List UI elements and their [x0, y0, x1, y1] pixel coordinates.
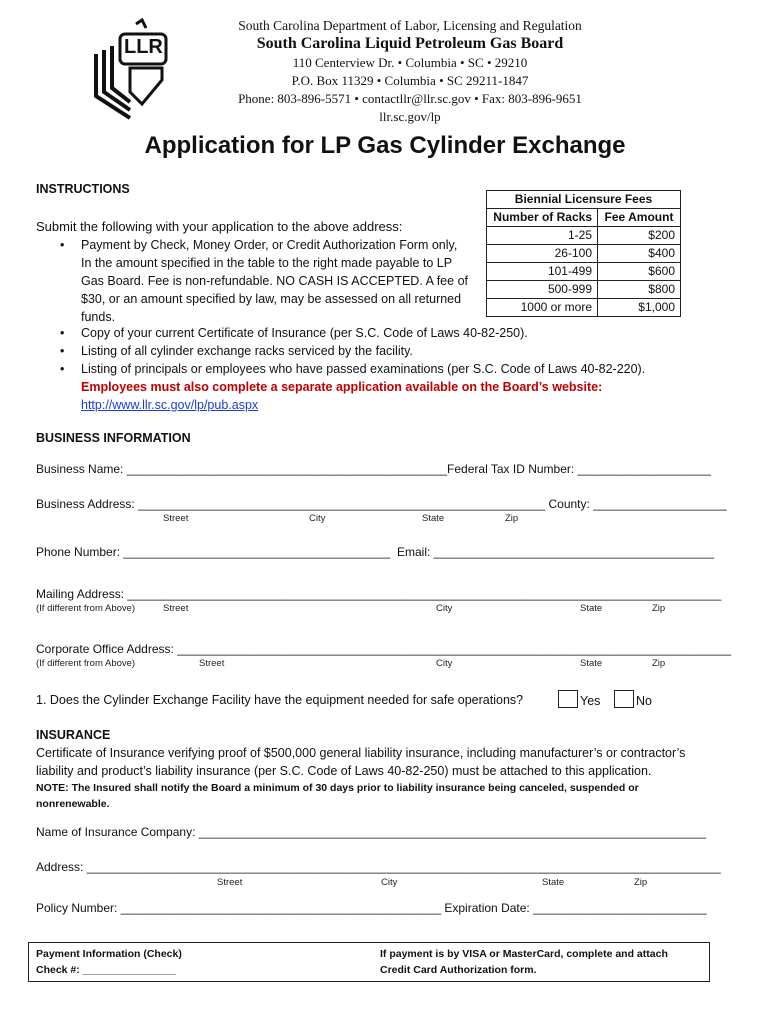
fees-col-racks: Number of Racks [487, 209, 598, 227]
insurance-address-field[interactable]: Address: _______________________________________________________________________________________________ [36, 860, 721, 874]
table-row [487, 227, 681, 245]
corporate-address-field[interactable]: Corporate Office Address: ___________________________________________________________________________________ [36, 642, 732, 656]
fees-title: Biennial Licensure Fees [487, 191, 681, 209]
fees-col-amount: Fee Amount [598, 209, 681, 227]
yes-checkbox[interactable] [558, 690, 578, 708]
street-label: Street [217, 877, 243, 888]
check-number-field[interactable]: Check #: ________________ [36, 964, 177, 976]
card-note-1: If payment is by VISA or MasterCard, complete and attach [380, 948, 668, 960]
state-label: State [580, 658, 603, 669]
insurance-note-1: NOTE: The Insured shall notify the Board a minimum of 30 days prior to liability insurance being canceled, suspended or [36, 782, 639, 794]
fee-cell: $1,000 [598, 299, 681, 317]
email-field[interactable]: Email: __________________________________________ [397, 545, 714, 559]
racks-cell: 101-499 [487, 263, 598, 281]
no-checkbox[interactable] [614, 690, 634, 708]
payment-info-label: Payment Information (Check) [36, 948, 182, 960]
header-website: llr.sc.gov/lp [379, 109, 441, 124]
table-row [487, 263, 681, 281]
card-note-2: Credit Card Authorization form. [380, 964, 537, 976]
mailing-address-field[interactable]: Mailing Address: _________________________________________________________________________________________ [36, 587, 722, 601]
no-label: No [636, 694, 652, 708]
payment-box [28, 942, 710, 982]
logo-text: LLR [124, 36, 163, 58]
zip-label: Zip [652, 658, 666, 669]
bullet1-line3: Gas Board. Fee is non-refundable. NO CASH IS ACCEPTED. A fee of [81, 274, 468, 288]
racks-cell: 1000 or more [487, 299, 598, 317]
insurance-company-field[interactable]: Name of Insurance Company: ____________________________________________________________________________ [36, 825, 706, 839]
zip-label: Zip [634, 877, 648, 888]
state-label: State [542, 877, 565, 888]
city-label: City [309, 513, 326, 524]
city-label: City [436, 603, 453, 614]
bullet4-text: Listing of principals or employees who have passed examinations (per S.C. Code of Laws 40-82-220). [81, 362, 646, 376]
bullet1-line2: In the amount specified in the table to the right made payable to LP [81, 256, 453, 270]
racks-cell: 500-999 [487, 281, 598, 299]
header-address2: P.O. Box 11329 • Columbia • SC 29211-1847 [291, 73, 529, 88]
bullet3-text: Listing of all cylinder exchange racks serviced by the facility. [81, 344, 413, 358]
fee-cell: $600 [598, 263, 681, 281]
table-row [487, 245, 681, 263]
insurance-text-2: liability and product’s liability insurance (per S.C. Code of Laws 40-82-250) must be attached to this application. [36, 764, 652, 778]
business-heading: BUSINESS INFORMATION [36, 431, 191, 445]
zip-label: Zip [652, 603, 666, 614]
insurance-note-2: nonrenewable. [36, 798, 110, 810]
fees-table [486, 190, 681, 317]
bullet2-text: Copy of your current Certificate of Insurance (per S.C. Code of Laws 40-82-250). [81, 326, 528, 340]
insurance-heading: INSURANCE [36, 728, 111, 742]
instructions-intro: Submit the following with your application to the above address: [36, 219, 403, 234]
bullet1-line1: Payment by Check, Money Order, or Credit Authorization Form only, [81, 238, 458, 252]
insurance-text-1: Certificate of Insurance verifying proof of $500,000 general liability insurance, including manufacturer’s or contractor’s [36, 746, 686, 760]
employees-note: Employees must also complete a separate application available on the Board’s website: [81, 380, 603, 394]
page-title: Application for LP Gas Cylinder Exchange [144, 132, 626, 159]
street-label: Street [163, 513, 189, 524]
business-name-field[interactable]: Business Name: ________________________________________________Federal Tax ID Number: ____________________ [36, 462, 712, 476]
policy-number-field[interactable]: Policy Number: ________________________________________________ Expiration Date: __________________________ [36, 901, 707, 915]
state-label: State [422, 513, 445, 524]
fee-cell: $400 [598, 245, 681, 263]
llr-logo [86, 18, 170, 122]
bullet1-line5: funds. [81, 310, 116, 324]
racks-cell: 26-100 [487, 245, 598, 263]
street-label: Street [163, 603, 189, 614]
mailing-note: (If different from Above) [36, 603, 136, 614]
fee-cell: $800 [598, 281, 681, 299]
business-address-field[interactable]: Business Address: _____________________________________________________________ County: ____________________ [36, 497, 727, 511]
state-label: State [580, 603, 603, 614]
bullet1-line4: $30, or an amount specified by law, may be assessed on all returned [81, 292, 462, 306]
city-label: City [436, 658, 453, 669]
header-dept: South Carolina Department of Labor, Licensing and Regulation [238, 18, 582, 33]
board-website-link[interactable]: http://www.llr.sc.gov/lp/pub.aspx [81, 398, 259, 412]
street-label: Street [199, 658, 225, 669]
safety-question: 1. Does the Cylinder Exchange Facility have the equipment needed for safe operations? [36, 693, 524, 707]
fee-cell: $200 [598, 227, 681, 245]
yes-label: Yes [580, 694, 601, 708]
phone-number-field[interactable]: Phone Number: ________________________________________ [36, 545, 391, 559]
racks-cell: 1-25 [487, 227, 598, 245]
corporate-note: (If different from Above) [36, 658, 136, 669]
header-contact: Phone: 803-896-5571 • contactllr@llr.sc.gov • Fax: 803-896-9651 [238, 91, 582, 106]
city-label: City [381, 877, 398, 888]
header-address1: 110 Centerview Dr. • Columbia • SC • 29210 [292, 55, 528, 70]
table-row [487, 281, 681, 299]
header-board: South Carolina Liquid Petroleum Gas Board [256, 35, 564, 52]
table-row [487, 299, 681, 317]
zip-label: Zip [505, 513, 519, 524]
instructions-heading: INSTRUCTIONS [36, 182, 130, 196]
